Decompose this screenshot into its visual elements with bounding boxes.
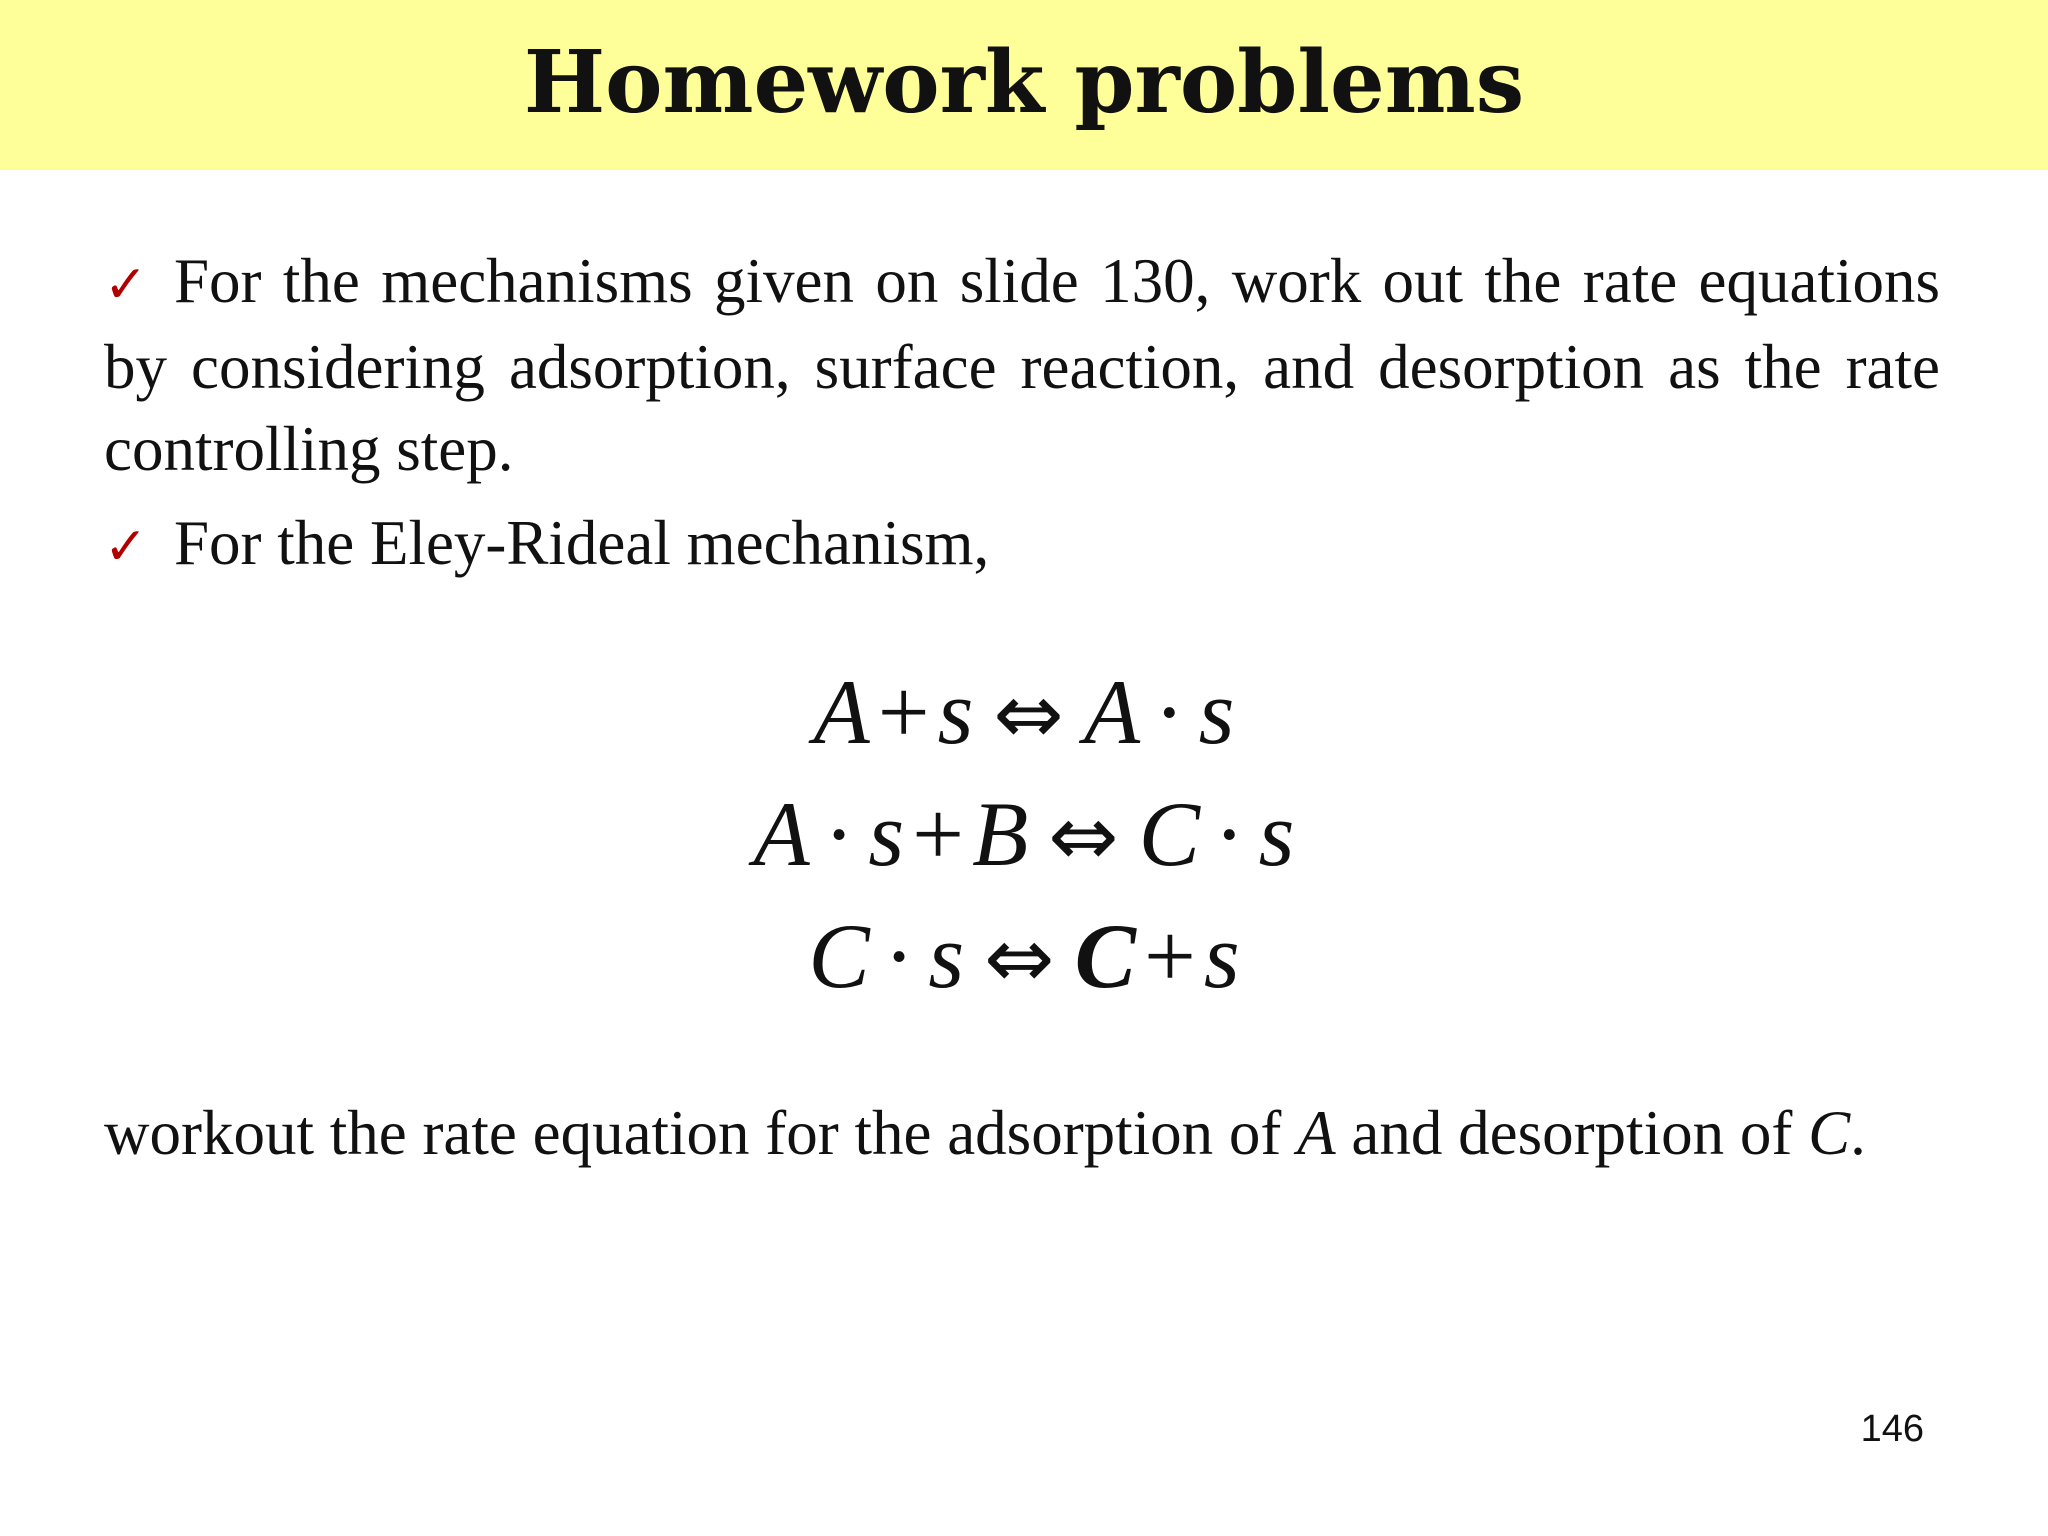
- title-bar: [0, 0, 2048, 170]
- checkmark-icon: ✓: [104, 255, 148, 315]
- eq-term: A: [813, 661, 870, 763]
- eq-operator: +: [1143, 905, 1196, 1007]
- equilibrium-arrow-icon: ⇔: [993, 665, 1064, 763]
- eq-term: s: [937, 661, 974, 763]
- eq-term: s: [928, 905, 965, 1007]
- conclusion-text: and desorption of: [1335, 1098, 1809, 1168]
- bullet-item-1: [104, 240, 1940, 490]
- bullet-item-2: [104, 502, 1940, 588]
- variable-a: A: [1297, 1098, 1336, 1168]
- conclusion-text: workout the rate equation for the adsorption of: [104, 1098, 1298, 1168]
- eq-term: C: [1074, 905, 1136, 1007]
- eq-operator: +: [877, 661, 930, 763]
- slide-title: Homework problems: [523, 32, 1525, 133]
- eq-term: C: [808, 905, 870, 1007]
- conclusion-paragraph: [104, 1090, 1944, 1176]
- equation-block: [0, 652, 2048, 1018]
- page-number: 146: [1860, 1408, 1924, 1450]
- variable-c: C: [1808, 1098, 1851, 1168]
- eq-operator: ·: [1154, 661, 1185, 763]
- eq-term: C: [1138, 783, 1201, 885]
- eq-term: A: [1083, 661, 1141, 763]
- eq-term: s: [1258, 783, 1295, 885]
- conclusion-text: .: [1850, 1098, 1866, 1168]
- eq-operator: ·: [883, 905, 915, 1007]
- bullet-text-2: For the Eley-Rideal mechanism,: [174, 508, 990, 578]
- equilibrium-arrow-icon: ⇔: [1048, 787, 1119, 885]
- eq-operator: ·: [1214, 783, 1245, 885]
- eq-operator: ·: [823, 783, 855, 885]
- eq-term: A: [753, 783, 810, 885]
- checkmark-icon: ✓: [104, 517, 148, 577]
- eq-operator: +: [912, 783, 965, 885]
- bullet-text-1: For the mechanisms given on slide 130, work out the rate equations by considering adsorption, surface reaction, and desorption as the rate controlling step.: [104, 246, 1940, 484]
- eq-term: s: [868, 783, 905, 885]
- eq-term: s: [1198, 661, 1235, 763]
- equation-surface-reaction: [0, 774, 2048, 896]
- equation-desorption: [0, 896, 2048, 1018]
- equilibrium-arrow-icon: ⇔: [984, 909, 1055, 1007]
- equation-adsorption: [0, 652, 2048, 774]
- eq-term: B: [972, 783, 1029, 885]
- eq-term: s: [1203, 905, 1240, 1007]
